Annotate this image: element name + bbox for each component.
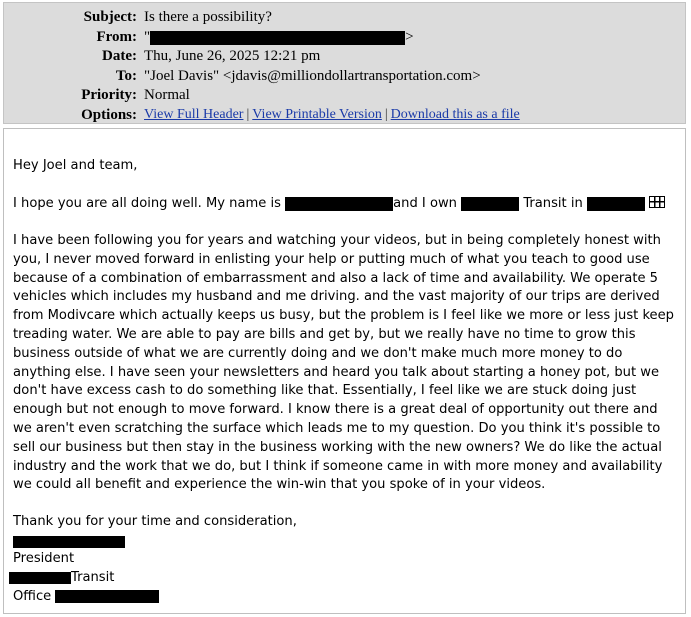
intro-text-c: Transit in	[523, 196, 583, 211]
redacted-name	[285, 197, 393, 211]
redacted-signature-name	[13, 533, 125, 552]
priority-value: Normal	[144, 87, 190, 103]
message-header	[3, 2, 686, 124]
redacted-sender	[150, 31, 405, 45]
intro-line	[13, 195, 665, 214]
grid-icon	[649, 196, 665, 208]
date-value: Thu, June 26, 2025 12:21 pm	[144, 48, 321, 64]
options-separator: |	[384, 107, 388, 122]
subject-value: Is there a possibility?	[144, 9, 272, 25]
main-paragraph: I have been following you for years and watching your videos, but in being completely honest with you, I never moved forward in enlisting your help or putting much of what you teach to good use because of a combination of embarrassment and also a lack of time and availability. We operate 5 vehicles which includes my husband and me driving. and the vast majority of our trips are derived from Modivcare which actually keeps us busy, but the problem is I feel like we more or less just keep treading water. We are able to pay are bills and get by, but we really have no time to grow this business outside of what we are currently doing and we don't make much more money to do anything else. I have seen your newsletters and heard you talk about starting a honey pot, but we don't have excess cash to do something like that. Essentially, I feel like we are stuck doing just enough but not enough to move forward. I know there is a great deal of opportunity out there and we aren't even scratching the surface which leads me to my question. Do you think it's possible to sell our business but then stay in the business working with the new owners? We do like the actual industry and the work that we do, but I think if someone came in with more money and availability we could all benefit and experience the win-win that you spoke of in your videos.	[13, 233, 674, 493]
options-separator: |	[246, 107, 250, 122]
intro-text-a: I hope you are all doing well. My name is	[13, 196, 281, 211]
signature-office	[13, 588, 159, 607]
date-row	[4, 46, 687, 66]
from-row	[4, 27, 687, 47]
from-suffix: >	[405, 29, 414, 45]
download-file-link[interactable]: Download this as a file	[390, 107, 520, 122]
subject-row	[4, 7, 687, 27]
redacted-signer	[13, 536, 125, 548]
from-prefix: "	[144, 29, 151, 45]
redacted-city	[587, 197, 645, 211]
to-label: To:	[115, 68, 137, 84]
signature-company	[9, 569, 114, 588]
redacted-company-signature	[9, 572, 71, 584]
view-printable-version-link[interactable]: View Printable Version	[252, 107, 382, 122]
intro-text-b: and I own	[393, 196, 457, 211]
signature-title: President	[13, 551, 75, 566]
date-label: Date:	[102, 48, 137, 64]
options-label: Options:	[81, 107, 137, 123]
message-body	[3, 128, 686, 614]
to-value: "Joel Davis" <jdavis@milliondollartransportation.com>	[144, 68, 481, 84]
greeting: Hey Joel and team,	[13, 158, 138, 173]
priority-row	[4, 85, 687, 105]
company-suffix: Transit	[71, 570, 115, 585]
from-value	[144, 27, 414, 47]
redacted-company	[461, 197, 519, 211]
closing: Thank you for your time and consideration,	[13, 514, 297, 529]
view-full-header-link[interactable]: View Full Header	[144, 107, 244, 122]
to-row	[4, 66, 687, 86]
subject-label: Subject:	[83, 9, 137, 25]
redacted-phone	[55, 590, 159, 603]
office-label: Office	[13, 589, 52, 604]
options-links	[144, 105, 520, 125]
options-row	[4, 105, 687, 125]
priority-label: Priority:	[81, 87, 137, 103]
from-label: From:	[96, 29, 137, 45]
